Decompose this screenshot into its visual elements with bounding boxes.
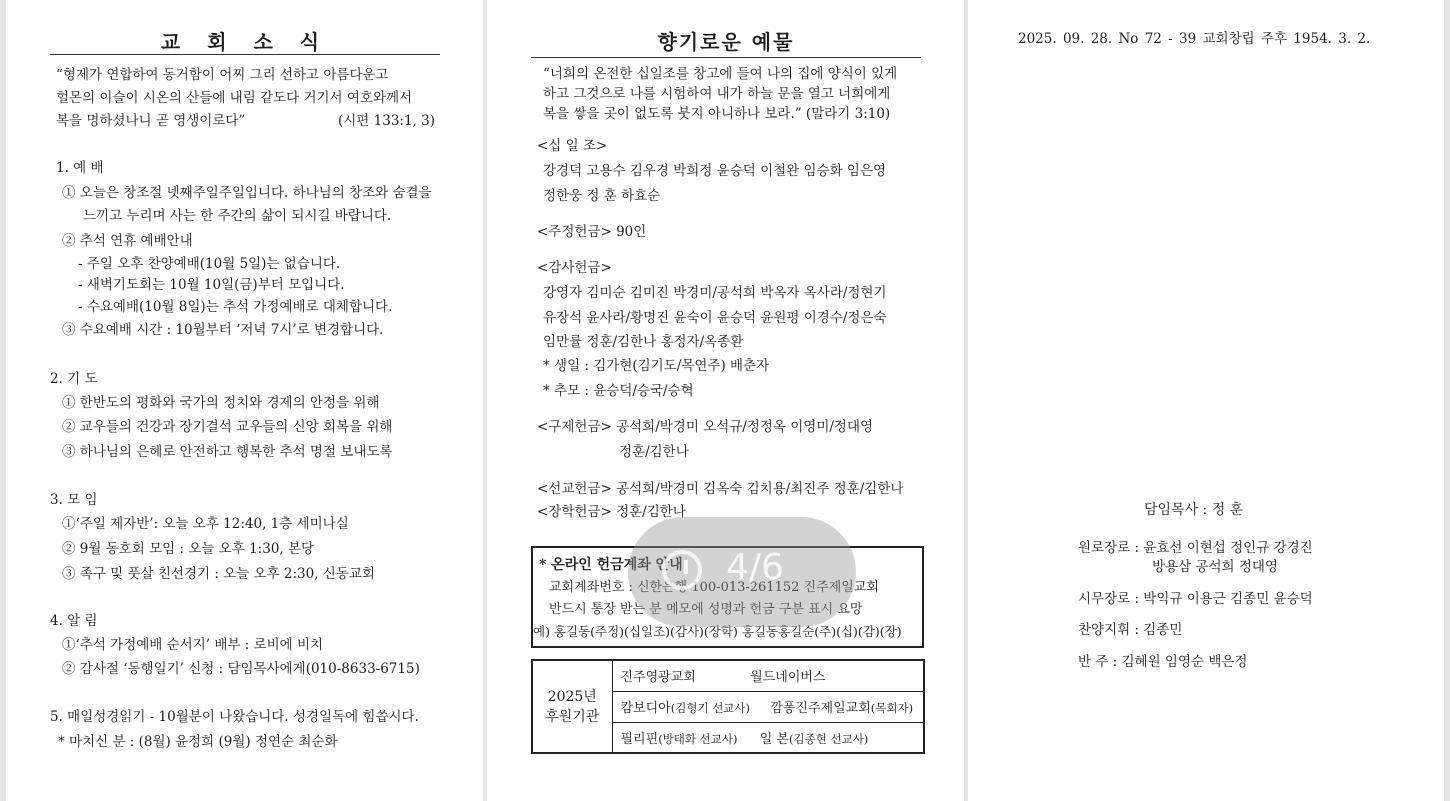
senior-pastor: 담임목사 : 정 훈 [1144, 502, 1244, 518]
worship-item: - 수요예배(10월 8일)는 추석 가정예배로 대체합니다. [78, 299, 393, 315]
sponsor-note: (김종현 선교사) [789, 731, 869, 746]
thanks-names: 임만률 정훈/김한나 홍정자/옥종환 [543, 334, 744, 350]
section-reading-heading: 5. 매일성경읽기 - 10월분이 나왔습니다. 성경일독에 힘씁시다. [50, 709, 419, 725]
clock-icon [662, 550, 702, 590]
sponsor-row [612, 660, 924, 691]
tithe-names: 정한웅 정 훈 하효순 [543, 188, 661, 204]
worship-item: ② 추석 연휴 예배안내 [62, 233, 193, 249]
sponsor-note: (목회자) [870, 701, 914, 715]
account-example: 예) 홍길동(주정)(십일조)(감사)(장학) 홍길동홍길순(주)(십)(감)(장) [533, 624, 902, 639]
online-account-heading: * 온라인 헌금계좌 안내 [539, 557, 683, 573]
meeting-item: ② 9월 동호회 모임 : 오늘 오후 1:30, 본당 [62, 541, 315, 557]
sponsor-note: (방태화 선교사) [658, 731, 738, 746]
weekly-offering: <주정헌금> 90인 [537, 224, 647, 240]
scholarship-offering: <장학헌금> 정훈/김한나 [537, 504, 686, 520]
accompanists: 반 주 : 김혜원 임영순 백은정 [1078, 654, 1248, 670]
news-verse-reference: (시편 133:1, 3) [338, 113, 435, 129]
memorial-offering: * 추모 : 윤승덕/승국/승혁 [543, 383, 694, 399]
title-divider [531, 57, 921, 58]
tithe-label: <십 일 조> [537, 138, 608, 154]
mission-offering: <선교헌금> 공석희/박경미 김옥숙 김치용/최진주 정훈/김한나 [537, 481, 904, 497]
prayer-item: ③ 하나님의 은혜로 안전하고 행복한 추석 명절 보내도록 [62, 444, 393, 460]
sponsor-year-label [532, 660, 612, 753]
page-indicator-text: 4/6 [726, 547, 784, 588]
notice-item: ② 감사절 ‘동행일기’ 신청 : 담임목사에게(010-8633-6715) [62, 661, 420, 677]
reading-finishers: * 마치신 분 : (8월) 윤정희 (9월) 정연순 최순화 [58, 734, 338, 750]
meeting-item: ③ 족구 및 풋살 친선경기 : 오늘 오후 2:30, 신동교회 [62, 566, 375, 582]
offering-verse-line: 하고 그것으로 나를 시험하여 내가 하늘 문을 열고 너희에게 [543, 86, 891, 102]
sponsor-name: 필리핀 [620, 731, 659, 747]
thanks-names: 강영자 김미순 김미진 박경미/공석희 박옥자 옥사라/정현기 [543, 285, 887, 301]
section-meetings-heading: 3. 모 임 [50, 492, 98, 508]
page-church-news [6, 0, 483, 801]
section-notices-heading: 4. 알 림 [50, 613, 98, 629]
worship-item: - 새벽기도회는 10월 10일(금)부터 모입니다. [78, 277, 345, 293]
news-verse-line: 헐몬의 이슬이 시온의 산들에 내림 같도다 거기서 여호와께서 [56, 90, 413, 106]
thanks-names: 유장석 윤사라/황명진 윤숙이 윤승덕 윤원평 이경수/정은숙 [543, 310, 887, 326]
account-memo-note: 반드시 통장 받는 분 메모에 성명과 헌금 구분 표시 요망 [549, 602, 863, 617]
page-indicator-overlay[interactable] [628, 517, 856, 627]
choir-director: 찬양지휘 : 김종민 [1078, 622, 1183, 638]
news-verse-line: “형제가 연합하여 동거함이 어찌 그리 선하고 아름다운고 [56, 67, 389, 83]
section-prayer-heading: 2. 기 도 [50, 371, 98, 387]
account-number: 교회계좌번호 : 신한은행 100-013-261152 진주제일교회 [549, 580, 879, 595]
elders-emeritus: 방용삼 공석희 정대영 [1152, 559, 1278, 575]
prayer-item: ② 교우들의 건강과 장기결석 교우들의 신앙 회복을 위해 [62, 419, 393, 435]
sponsor-name: 월드네이버스 [750, 670, 826, 686]
section-worship-heading: 1. 예 배 [56, 160, 104, 176]
page-offerings [487, 0, 964, 801]
thanks-label: <감사헌금> [537, 260, 612, 276]
worship-item: - 주일 오후 찬양예배(10월 5일)는 없습니다. [78, 256, 341, 272]
relief-offering: <구제헌금> 공석희/박경미 오석규/정정옥 이영미/정대영 [537, 419, 874, 435]
sponsor-table [531, 659, 925, 754]
tithe-names: 강경덕 고용수 김우경 박희정 윤승덕 이철완 임승화 임은영 [543, 163, 887, 179]
offering-verse-line: 복을 쌓을 곳이 없도록 붓지 아니하나 보라.” (말라기 3:10) [543, 106, 891, 122]
notice-item: ①‘추석 가정예배 순서지’ 배부 : 로비에 비치 [62, 637, 324, 653]
sponsor-name: 캄보디아 [620, 701, 671, 716]
sponsor-name: 진주영광교회 [620, 670, 696, 686]
birthday-offering: * 생일 : 김가현(김기도/목연주) 배춘자 [543, 358, 770, 374]
news-verse-line: 복을 명하셨나니 곧 영생이로다” [56, 113, 246, 129]
sponsor-note: (김형기 선교사) [670, 701, 751, 715]
sponsor-name: 깜퐁진주제일교회 [770, 701, 871, 716]
prayer-item: ① 한반도의 평화와 국가의 정치와 경제의 안정을 위해 [62, 395, 380, 411]
worship-item: 느끼고 누리며 사는 한 주간의 삶이 되시길 바랍니다. [83, 208, 392, 224]
bulletin-header: 2025. 09. 28. No 72 - 39 교회창립 주후 1954. 3. 2. [1018, 31, 1371, 47]
meeting-item: ①‘주일 제자반’: 오늘 오후 12:40, 1층 세미나실 [62, 516, 349, 532]
relief-offering: 정훈/김한나 [619, 444, 689, 460]
sponsor-name: 일 본 [759, 731, 790, 747]
news-title: 교 회 소 식 [160, 30, 330, 54]
worship-item: ③ 수요예배 시간 : 10월부터 ‘저녁 7시’로 변경합니다. [62, 322, 384, 338]
elders-emeritus: 원로장로 : 윤효선 이현섭 정인규 강경진 [1078, 540, 1313, 556]
offering-verse-line: “너희의 온전한 십일조를 창고에 들여 나의 집에 양식이 있게 [543, 66, 898, 82]
page-staff [968, 0, 1444, 801]
active-elders: 시무장로 : 박익규 이용근 김종민 윤승덕 [1078, 591, 1313, 607]
title-divider [50, 54, 440, 55]
worship-item: ① 오늘은 창조절 넷째주일주일입니다. 하나님의 창조와 숨결을 [62, 185, 432, 201]
sponsor-caption: 후원기관 [545, 708, 600, 725]
offering-title: 향기로운 예물 [657, 30, 795, 54]
sponsor-row [612, 722, 924, 753]
sponsor-year: 2025년 [547, 688, 597, 705]
sponsor-row [612, 691, 924, 722]
